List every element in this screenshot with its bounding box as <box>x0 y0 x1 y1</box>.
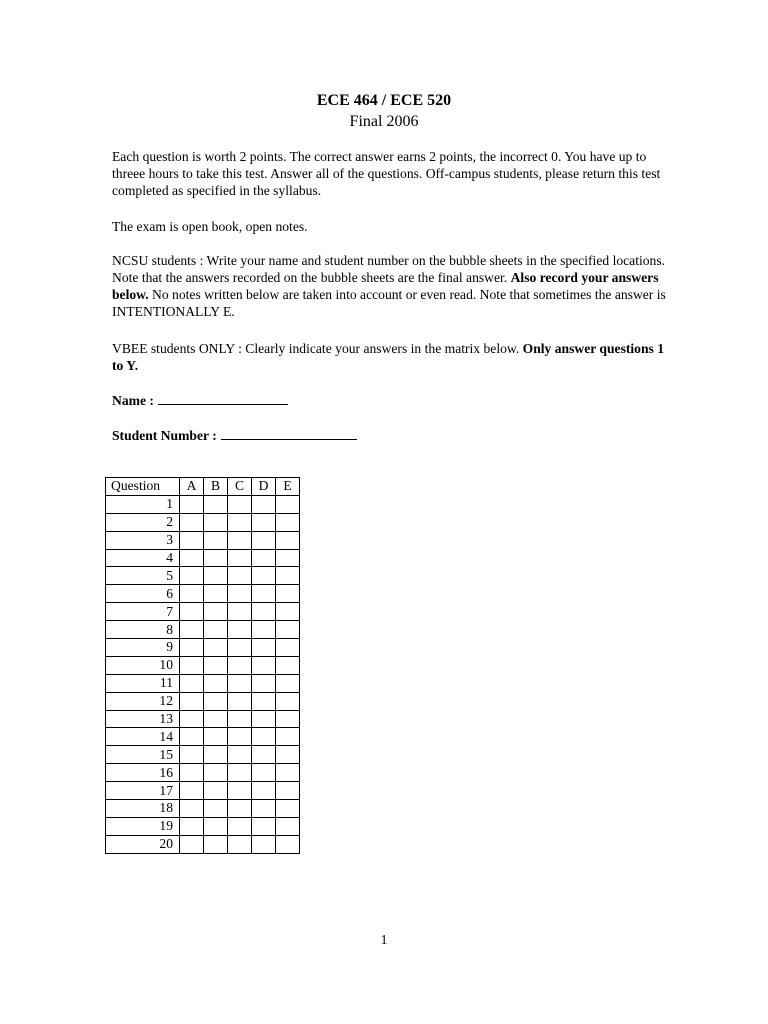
question-number: 20 <box>106 835 180 853</box>
answer-cell-2-a[interactable] <box>180 513 204 531</box>
name-blank[interactable] <box>158 391 288 405</box>
answer-cell-2-d[interactable] <box>252 513 276 531</box>
ncsu-instructions-text-1: NCSU students : Write your name and student number on the bubble sheets in the specified locations. Note that the answers recorded on the bubble sheets are the final answer. <box>112 253 666 285</box>
question-number: 14 <box>106 728 180 746</box>
answer-cell-8-e[interactable] <box>276 621 300 639</box>
answer-cell-9-d[interactable] <box>252 639 276 657</box>
table-row <box>106 531 300 549</box>
table-row <box>106 567 300 585</box>
answer-cell-9-a[interactable] <box>180 639 204 657</box>
answer-cell-11-e[interactable] <box>276 674 300 692</box>
answer-cell-9-b[interactable] <box>204 639 228 657</box>
question-number: 9 <box>106 639 180 657</box>
question-number: 17 <box>106 782 180 800</box>
answer-cell-14-c[interactable] <box>228 728 252 746</box>
question-number: 18 <box>106 800 180 818</box>
table-row <box>106 817 300 835</box>
answer-cell-16-b[interactable] <box>204 764 228 782</box>
table-row <box>106 782 300 800</box>
answer-cell-16-c[interactable] <box>228 764 252 782</box>
answer-cell-1-d[interactable] <box>252 495 276 513</box>
ncsu-instructions <box>112 252 672 320</box>
answer-cell-10-b[interactable] <box>204 656 228 674</box>
answer-cell-3-e[interactable] <box>276 531 300 549</box>
name-field <box>112 391 288 409</box>
answer-cell-8-a[interactable] <box>180 621 204 639</box>
table-row <box>106 710 300 728</box>
answer-cell-18-c[interactable] <box>228 800 252 818</box>
answer-cell-2-e[interactable] <box>276 513 300 531</box>
answer-cell-20-d[interactable] <box>252 835 276 853</box>
answer-cell-12-a[interactable] <box>180 692 204 710</box>
question-number: 4 <box>106 549 180 567</box>
answer-cell-19-c[interactable] <box>228 817 252 835</box>
answer-cell-11-d[interactable] <box>252 674 276 692</box>
question-number: 1 <box>106 495 180 513</box>
answer-cell-13-e[interactable] <box>276 710 300 728</box>
answer-cell-6-d[interactable] <box>252 585 276 603</box>
answer-cell-17-a[interactable] <box>180 782 204 800</box>
question-number: 10 <box>106 656 180 674</box>
exam-title: ECE 464 / ECE 520 <box>316 92 452 109</box>
question-number: 3 <box>106 531 180 549</box>
table-row <box>106 621 300 639</box>
exam-subtitle: Final 2006 <box>349 113 419 130</box>
answer-cell-14-a[interactable] <box>180 728 204 746</box>
answer-cell-1-e[interactable] <box>276 495 300 513</box>
question-number: 13 <box>106 710 180 728</box>
answer-cell-13-d[interactable] <box>252 710 276 728</box>
answer-cell-3-a[interactable] <box>180 531 204 549</box>
table-row <box>106 728 300 746</box>
question-number: 19 <box>106 817 180 835</box>
table-row <box>106 603 300 621</box>
answer-cell-20-b[interactable] <box>204 835 228 853</box>
answer-cell-9-e[interactable] <box>276 639 300 657</box>
student-number-label: Student Number : <box>112 428 217 443</box>
answer-cell-6-e[interactable] <box>276 585 300 603</box>
answer-cell-9-c[interactable] <box>228 639 252 657</box>
answer-cell-5-e[interactable] <box>276 567 300 585</box>
answer-cell-16-a[interactable] <box>180 764 204 782</box>
answer-cell-11-b[interactable] <box>204 674 228 692</box>
answer-cell-15-e[interactable] <box>276 746 300 764</box>
vbee-instructions-text: VBEE students ONLY : Clearly indicate your answers in the matrix below. <box>112 341 523 356</box>
answer-cell-5-b[interactable] <box>204 567 228 585</box>
answer-cell-7-b[interactable] <box>204 603 228 621</box>
answer-cell-12-c[interactable] <box>228 692 252 710</box>
answer-cell-2-c[interactable] <box>228 513 252 531</box>
answer-cell-5-c[interactable] <box>228 567 252 585</box>
answer-cell-16-d[interactable] <box>252 764 276 782</box>
table-row <box>106 674 300 692</box>
answer-cell-20-a[interactable] <box>180 835 204 853</box>
answer-cell-15-c[interactable] <box>228 746 252 764</box>
answer-cell-7-c[interactable] <box>228 603 252 621</box>
table-row <box>106 764 300 782</box>
answer-cell-18-e[interactable] <box>276 800 300 818</box>
table-row <box>106 495 300 513</box>
answer-cell-19-e[interactable] <box>276 817 300 835</box>
table-row <box>106 800 300 818</box>
answer-cell-3-d[interactable] <box>252 531 276 549</box>
answer-cell-5-a[interactable] <box>180 567 204 585</box>
answer-cell-18-a[interactable] <box>180 800 204 818</box>
answer-cell-12-b[interactable] <box>204 692 228 710</box>
student-number-field <box>112 426 357 444</box>
answer-cell-7-d[interactable] <box>252 603 276 621</box>
answer-cell-16-e[interactable] <box>276 764 300 782</box>
choice-header-b: B <box>204 478 228 496</box>
answer-cell-6-c[interactable] <box>228 585 252 603</box>
answer-cell-17-c[interactable] <box>228 782 252 800</box>
question-number: 12 <box>106 692 180 710</box>
table-row <box>106 513 300 531</box>
answer-cell-13-c[interactable] <box>228 710 252 728</box>
answer-cell-3-c[interactable] <box>228 531 252 549</box>
answer-cell-17-b[interactable] <box>204 782 228 800</box>
answer-cell-14-e[interactable] <box>276 728 300 746</box>
ncsu-instructions-text-2: No notes written below are taken into account or even read. Note that sometimes the answer is INTENTIONALLY E. <box>112 287 666 319</box>
answer-cell-8-d[interactable] <box>252 621 276 639</box>
table-row <box>106 746 300 764</box>
answer-cell-3-b[interactable] <box>204 531 228 549</box>
answer-cell-10-a[interactable] <box>180 656 204 674</box>
answer-cell-17-e[interactable] <box>276 782 300 800</box>
answer-cell-17-d[interactable] <box>252 782 276 800</box>
answer-cell-1-c[interactable] <box>228 495 252 513</box>
answer-cell-4-a[interactable] <box>180 549 204 567</box>
points-instructions: Each question is worth 2 points. The correct answer earns 2 points, the incorrect 0. You have up to threee hours to take this test. Answer all of the questions. Off-campus students, please return this test completed as specified in the syllabus. <box>112 149 661 198</box>
answer-cell-19-b[interactable] <box>204 817 228 835</box>
question-number: 8 <box>106 621 180 639</box>
answer-cell-8-c[interactable] <box>228 621 252 639</box>
answer-cell-5-d[interactable] <box>252 567 276 585</box>
answer-cell-6-a[interactable] <box>180 585 204 603</box>
answer-cell-2-b[interactable] <box>204 513 228 531</box>
answer-cell-1-a[interactable] <box>180 495 204 513</box>
answer-cell-7-a[interactable] <box>180 603 204 621</box>
answer-cell-11-c[interactable] <box>228 674 252 692</box>
vbee-instructions <box>112 340 672 374</box>
answer-cell-15-b[interactable] <box>204 746 228 764</box>
answer-cell-4-c[interactable] <box>228 549 252 567</box>
table-row <box>106 835 300 853</box>
table-row <box>106 639 300 657</box>
question-number: 15 <box>106 746 180 764</box>
answer-cell-14-d[interactable] <box>252 728 276 746</box>
table-row <box>106 692 300 710</box>
answer-cell-7-e[interactable] <box>276 603 300 621</box>
student-number-blank[interactable] <box>221 426 357 440</box>
answer-cell-19-d[interactable] <box>252 817 276 835</box>
answer-cell-10-d[interactable] <box>252 656 276 674</box>
answer-cell-10-e[interactable] <box>276 656 300 674</box>
answer-cell-13-b[interactable] <box>204 710 228 728</box>
answer-cell-4-d[interactable] <box>252 549 276 567</box>
name-label: Name : <box>112 393 154 408</box>
answer-cell-20-e[interactable] <box>276 835 300 853</box>
choice-header-a: A <box>180 478 204 496</box>
question-number: 16 <box>106 764 180 782</box>
question-number: 7 <box>106 603 180 621</box>
answer-cell-6-b[interactable] <box>204 585 228 603</box>
answer-cell-18-b[interactable] <box>204 800 228 818</box>
question-number: 2 <box>106 513 180 531</box>
ncsu-instructions-bold: Also record your answers below. <box>112 270 659 302</box>
page-number: 1 <box>380 932 388 947</box>
answer-cell-12-e[interactable] <box>276 692 300 710</box>
choice-header-c: C <box>228 478 252 496</box>
table-row <box>106 549 300 567</box>
question-number: 11 <box>106 674 180 692</box>
question-number: 6 <box>106 585 180 603</box>
answer-cell-13-a[interactable] <box>180 710 204 728</box>
answer-cell-8-b[interactable] <box>204 621 228 639</box>
answer-cell-11-a[interactable] <box>180 674 204 692</box>
answer-matrix <box>105 477 300 854</box>
question-column-header: Question <box>106 478 180 496</box>
choice-header-d: D <box>252 478 276 496</box>
answer-cell-20-c[interactable] <box>228 835 252 853</box>
open-book-note: The exam is open book, open notes. <box>112 219 308 234</box>
answer-cell-18-d[interactable] <box>252 800 276 818</box>
answer-cell-10-c[interactable] <box>228 656 252 674</box>
choice-header-e: E <box>276 478 300 496</box>
answer-matrix-body <box>106 495 300 853</box>
answer-cell-14-b[interactable] <box>204 728 228 746</box>
answer-cell-4-b[interactable] <box>204 549 228 567</box>
question-number: 5 <box>106 567 180 585</box>
answer-cell-12-d[interactable] <box>252 692 276 710</box>
answer-cell-1-b[interactable] <box>204 495 228 513</box>
answer-cell-15-a[interactable] <box>180 746 204 764</box>
answer-cell-15-d[interactable] <box>252 746 276 764</box>
answer-cell-4-e[interactable] <box>276 549 300 567</box>
answer-matrix-header <box>106 478 300 496</box>
answer-cell-19-a[interactable] <box>180 817 204 835</box>
vbee-instructions-bold: Only answer questions 1 to Y. <box>112 341 665 373</box>
table-row <box>106 656 300 674</box>
table-row <box>106 585 300 603</box>
